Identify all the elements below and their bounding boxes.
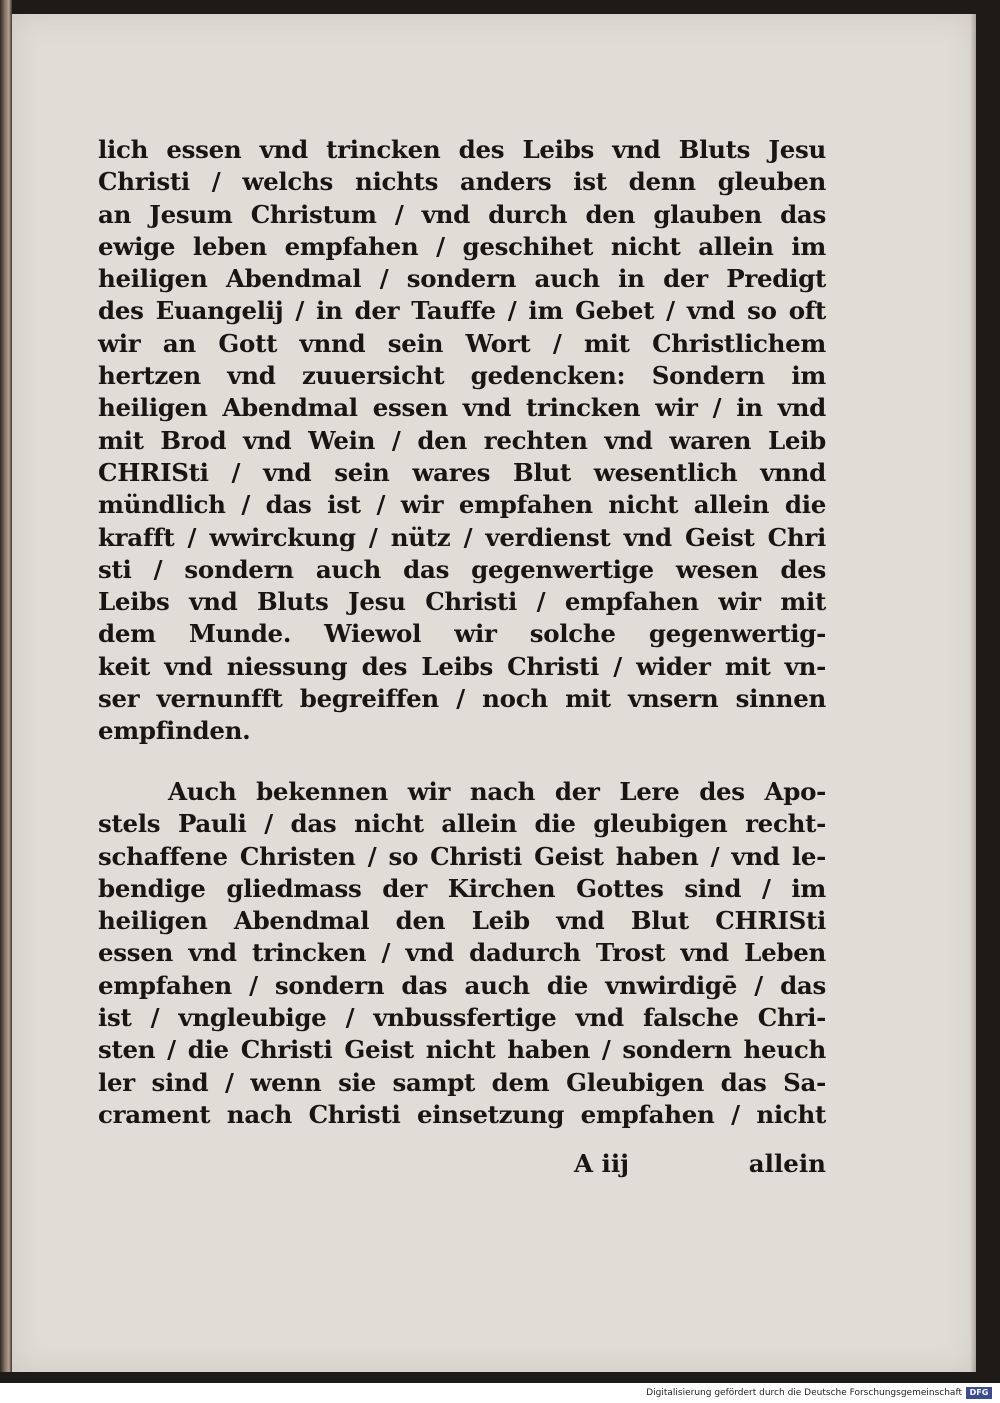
book-page (12, 14, 976, 1372)
text-line: empfahen / sondern das auch die vnwirdigē / das (98, 970, 826, 1000)
text-line: ewige leben empfahen / geschihet nicht allein im (98, 231, 826, 261)
text-line: mit Brod vnd Wein / den rechten vnd waren Leib (98, 425, 826, 455)
text-line: CHRISti / vnd sein wares Blut wesentlich vnnd (98, 457, 826, 487)
book-spine-edge (0, 0, 12, 1372)
text-line: essen vnd trincken / vnd dadurch Trost vnd Leben (98, 938, 826, 968)
text-line: heiligen Abendmal / sondern auch in der Predigt (98, 264, 826, 294)
text-line: lich essen vnd trincken des Leibs vnd Bluts Jesu (98, 135, 826, 164)
text-line: crament nach Christi einsetzung empfahen / nicht (98, 1099, 826, 1129)
signature-mark: A iij (574, 1149, 630, 1178)
text-line: ser vernunfft begreiffen / noch mit vnsern sinnen (98, 684, 826, 714)
text-line: Christi / welchs nichts anders ist denn gleuben (98, 167, 826, 197)
paragraph-1 (98, 134, 826, 748)
text-line: Leibs vnd Bluts Jesu Christi / empfahen wir mit (98, 587, 826, 617)
catchword: allein (748, 1149, 826, 1178)
text-line: mündlich / das ist / wir empfahen nicht allein die (98, 490, 826, 520)
text-line: Auch bekennen wir nach der Lere des Apo- (168, 777, 826, 806)
text-line: wir an Gott vnnd sein Wort / mit Christlichem (98, 328, 826, 358)
text-line: heiligen Abendmal essen vnd trincken wir / in vnd (98, 393, 826, 423)
text-line: bendige gliedmass der Kirchen Gottes sind / im (98, 873, 826, 903)
text-line: ler sind / wenn sie sampt dem Gleubigen das Sa- (98, 1067, 826, 1097)
text-line: schaffene Christen / so Christi Geist haben / vnd le- (98, 841, 826, 871)
text-line: heiligen Abendmal den Leib vnd Blut CHRISti (98, 906, 826, 936)
text-line: dem Munde. Wiewol wir solche gegenwertig- (98, 619, 826, 649)
dfg-logo-icon: DFG (966, 1387, 992, 1399)
text-line: sten / die Christi Geist nicht haben / sondern heuch (98, 1035, 826, 1065)
funding-credit: Digitalisierung gefördert durch die Deutsche Forschungsgemeinschaft (646, 1388, 962, 1398)
text-line: ist / vngleubige / vnbussfertige vnd falsche Chri- (98, 1003, 826, 1033)
text-line: des Euangelij / in der Tauffe / im Gebet / vnd so oft (98, 296, 826, 326)
text-line: sti / sondern auch das gegenwertige wesen des (98, 554, 826, 584)
text-line: stels Pauli / das nicht allein die gleubigen recht- (98, 809, 826, 839)
text-line: keit vnd niessung des Leibs Christi / wider mit vn- (98, 651, 826, 681)
page-edge-shadow (970, 14, 976, 1372)
digitization-footer (0, 1383, 1000, 1403)
text-line: hertzen vnd zuuersicht gedencken: Sondern im (98, 361, 826, 391)
text-line: an Jesum Christum / vnd durch den glauben das (98, 199, 826, 229)
text-line: krafft / wwirckung / nütz / verdienst vnd Geist Chri (98, 522, 826, 552)
text-line: empfinden. (98, 716, 251, 746)
page-footer-row (98, 1147, 826, 1181)
paragraph-2 (98, 776, 826, 1131)
